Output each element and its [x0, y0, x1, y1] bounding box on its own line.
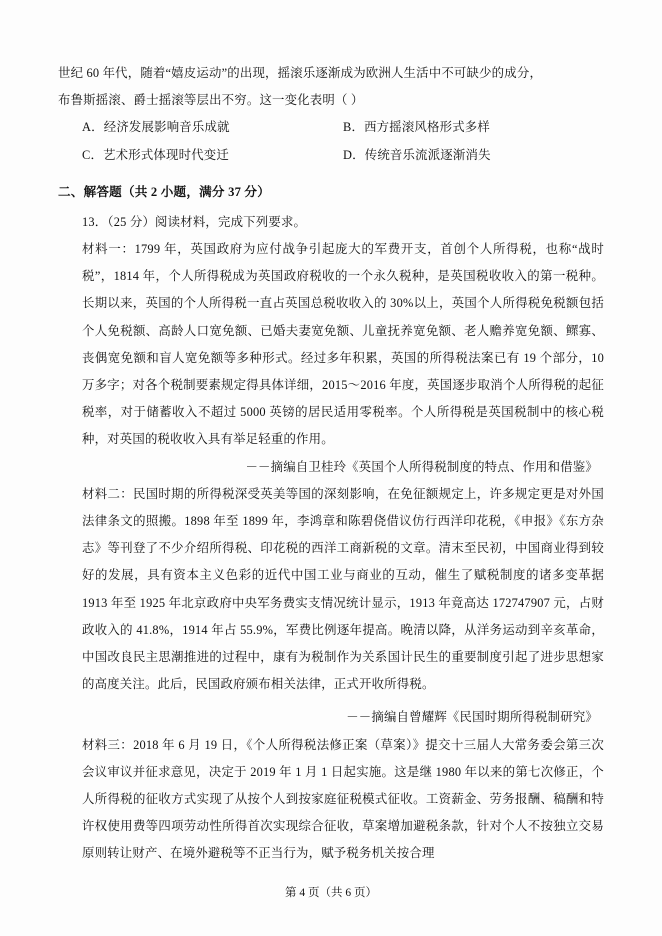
- choice-b-key: B．: [343, 120, 365, 135]
- material-3: [58, 732, 604, 868]
- choice-d-key: D．: [343, 147, 365, 162]
- material-3-label: 材料三：: [82, 737, 134, 752]
- material-1-label: 材料一：: [82, 242, 135, 257]
- section-heading: 二、解答题（共 2 小题，满分 37 分）: [58, 184, 270, 199]
- choice-d-text: 传统音乐流派逐渐消失: [364, 147, 491, 162]
- choice-a-key: A．: [82, 120, 104, 135]
- choice-row-cd: [58, 142, 604, 169]
- material-2-label: 材料二：: [82, 486, 133, 501]
- choice-a-text: 经济发展影响音乐成就: [103, 120, 230, 135]
- choice-c-key: C．: [82, 147, 104, 162]
- choice-b-text: 西方摇滚风格形式多样: [364, 120, 490, 135]
- choice-row-ab: [58, 114, 604, 141]
- choice-d: [343, 142, 604, 169]
- top-paragraph-line1: 世纪 60 年代，随着“嬉皮运动”的出现，摇滚乐逐渐成为欧洲人生活中不可缺少的成分，: [58, 66, 543, 80]
- material-2-text: 民国时期的所得税深受英美等国的深刻影响，在免征额规定上，许多规定更是对外国法律条文的照搬。1898 年至 1899 年，李鸿章和陈碧侥借议仿行西洋印花税，《申报》《东方杂志》等刊登了不少介绍所得税、印花税的西洋工商新税的文章。清末至民初，中国商业得到较好的发展，具有资本主义色彩的近代中国工业与商业的互动，催生了赋税制度的诸多变革据 1913 年至 1925 年北京政府中央军务费实支情况统计显示，1913 年竟高达 172747907 元，占财政收入的 41.8%，1914 年占 55.9%，军费比例逐年提高。晚清以降，从洋务运动到辛亥革命，中国改良民主思潮推进的过程中，康有为税制作为关系国计民生的重要制度引起了进步思想家的高度关注。此后，民国政府颁布相关法律，正式开收所得税。: [82, 486, 604, 692]
- material-3-text: 2018 年 6 月 19 日，《个人所得税法修正案（草案）》提交十三届人大常务委会第三次会议审议并征求意见，决定于 2019 年 1 月 1 日起实施。这是继 1980 年以来的第七次修正，个人所得税的征收方式实现了从按个人到按家庭征税模式征收。工资薪金、劳务报酬、稿酬和特许权使用费等四项劳动性所得首次实现综合征收，草案增加避税条款，针对个人不按独立交易原则转让财产、在境外避税等不正当行为，赋予税务机关按合理: [82, 737, 604, 861]
- choice-b: [343, 114, 604, 141]
- document-body: [58, 60, 604, 868]
- choice-c: [82, 142, 343, 169]
- material-1-source: －－摘编自卫桂玲《英国个人所得税制度的特点、作用和借鉴》: [245, 459, 598, 474]
- question-13-head: 13．（25 分）阅读材料，完成下列要求。: [82, 214, 307, 229]
- material-1-text: 1799 年，英国政府为应付战争引起庞大的军费开支，首创个人所得税，也称“战时税”，1814 年，个人所得税成为英国政府税收的一个永久税种，是英国税收收入的第一税种。长期以来，英国的个人所得税一直占英国总税收收入的 30%以上，英国个人所得税免税额包括个人免税额、高龄人口宽免额、已婚夫妻宽免额、儿童抚养宽免额、老人赡养宽免额、鳏寡、丧偶宽免额和盲人宽免额等多种形式。经过多年积累，英国的所得税法案已有 19 个部分，10 万多字；对各个税制要素规定得具体详细，2015～2016 年度，英国逐步取消个人所得税的起征税率，对于储蓄收入不超过 5000 英镑的居民适用零税率。个人所得税是英国税制中的核心税种，对英国的税收收入具有举足轻重的作用。: [82, 242, 604, 447]
- choice-a: [82, 114, 343, 141]
- material-2: [58, 481, 604, 699]
- top-paragraph-line2: 布鲁斯摇滚、爵士摇滚等层出不穷。这一变化表明（ ）: [58, 93, 364, 108]
- material-2-source: －－摘编自曾耀辉《民国时期所得税制研究》: [346, 710, 598, 725]
- choice-c-text: 艺术形式体现时代变迁: [103, 147, 229, 162]
- page-footer: 第 4 页（共 6 页）: [285, 887, 377, 899]
- material-1: [58, 236, 604, 454]
